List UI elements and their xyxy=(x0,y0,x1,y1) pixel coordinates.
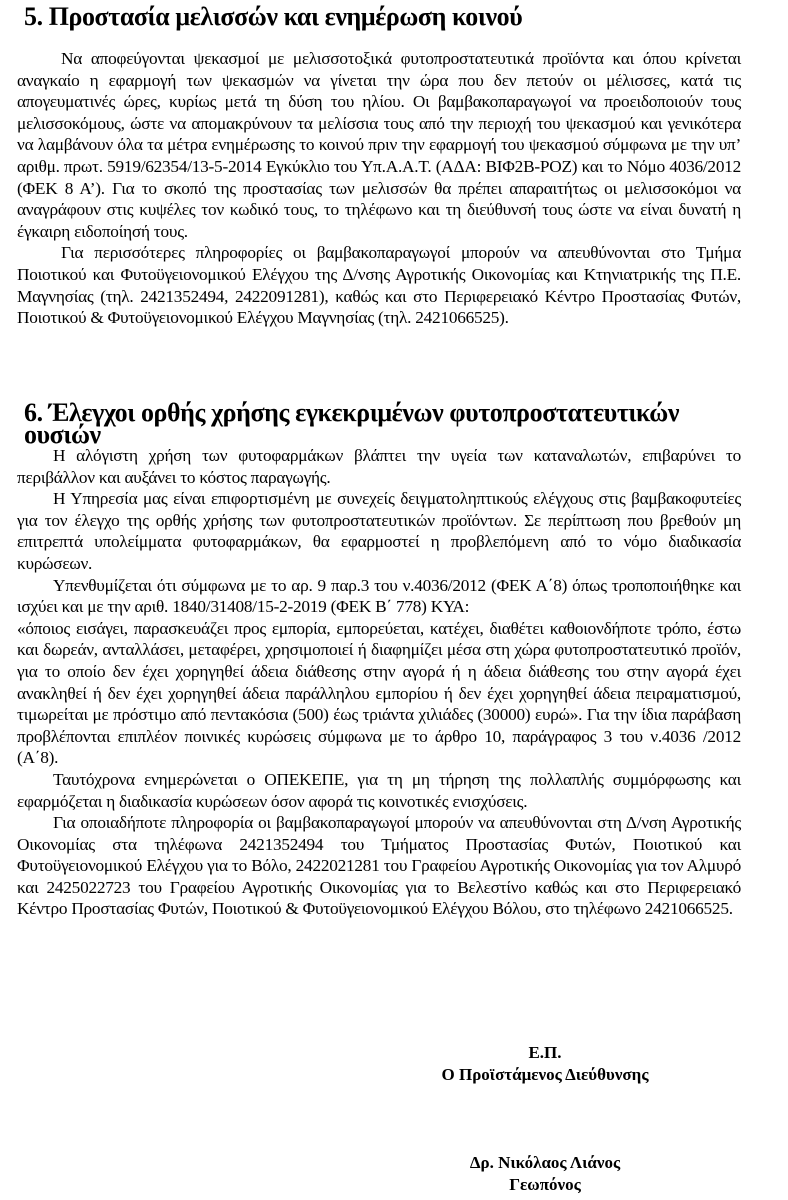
section-6-heading: 6. Έλεγχοι ορθής χρήσης εγκεκριμένων φυτοπροστατευτικών ουσιών xyxy=(24,398,680,449)
signature-role-block xyxy=(380,1042,710,1086)
section-6-body xyxy=(17,445,741,920)
signature-name-block xyxy=(380,1152,710,1196)
section-6-paragraph-contact: Για οποιαδήποτε πληροφορία οι βαμβακοπαραγωγοί μπορούν να απευθύνονται στη Δ/νση Αγροτικής Οικονομίας στα τηλέφωνα 2421352494 του Τμήματος Προστασίας Φυτών, Ποιοτικού και Φυτοϋγειονομικού Ελέγχου για το Βόλο, 2422021281 του Γραφείου Αγροτικής Οικονομίας για τον Αλμυρό και 2425022723 του Γραφείου Αγροτικής Οικονομίας για το Βελεστίνο καθώς και στο Περιφερειακό Κέντρο Προστασίας Φυτών, Ποιοτικού & Φυτοϋγειονομικού Ελέγχου Βόλου, στο τηλέφωνο 2421066525. xyxy=(17,813,741,919)
signature-title: Γεωπόνος xyxy=(509,1175,581,1194)
section-6-paragraph-law-quote: «όποιος εισάγει, παρασκευάζει προς εμπορία, εμπορεύεται, κατέχει, διαθέτει καθοιονδήποτε τρόπο, έστω και δωρεάν, ανταλλάσει, μεταφέρει, χρησιμοποιεί ή διαφημίζει μέσα στη χώρα φυτοπροστατευτικό προϊόν, για το οποίο δεν έχει χορηγηθεί άδεια διάθεσης στην αγορά ή η άδεια διάθεσης του στην αγορά έχει ανακληθεί ή δεν έχει χορηγηθεί άδεια παράλληλου εμπορίου ή δεν έχει χορηγηθεί άδεια πειραματισμού, τιμωρείται με πρόστιμο από πεντακόσια (500) έως τριάντα χιλιάδες (30000) ευρώ». Για την ίδια παράβαση προβλέπονται επιπλέον ποινικές κυρώσεις σύμφωνα με το άρθρο 10, παράγραφος 3 του ν.4036 /2012 (Α΄8). xyxy=(17,618,741,768)
signature-role: Ο Προϊστάμενος Διεύθυνσης xyxy=(441,1065,649,1084)
section-6-paragraph-opekepe: Ταυτόχρονα ενημερώνεται ο ΟΠΕΚΕΠΕ, για τη μη τήρηση της πολλαπλής συμμόρφωσης και εφαρμόζεται η διαδικασία κυρώσεων όσον αφορά τις κοινοτικές ενισχύσεις. xyxy=(17,769,741,811)
section-6-paragraph-misuse: Η αλόγιστη χρήση των φυτοφαρμάκων βλάπτει την υγεία των καταναλωτών, επιβαρύνει το περιβάλλον και αυξάνει το κόστος παραγωγής. xyxy=(17,446,741,487)
section-5-heading: 5. Προστασία μελισσών και ενημέρωση κοινού xyxy=(24,2,523,31)
section-6-paragraph-law-reminder: Υπενθυμίζεται ότι σύμφωνα με το αρ. 9 παρ.3 του ν.4036/2012 (ΦΕΚ Α΄8) όπως τροποποιήθηκε και ισχύει και με την αριθ. 1840/31408/15-2-2019 (ΦΕΚ Β΄ 778) ΚΥΑ: xyxy=(17,575,741,617)
signature-on-behalf: Ε.Π. xyxy=(528,1043,562,1062)
section-5-paragraph-contact: Για περισσότερες πληροφορίες οι βαμβακοπαραγωγοί μπορούν να απευθύνονται στο Τμήμα Ποιοτικού και Φυτοϋγειονομικού Ελέγχου της Δ/νσης Αγροτικής Οικονομίας και Κτηνιατρικής της Π.Ε. Μαγνησίας (τηλ. 2421352494, 2422091281), καθώς και στο Περιφερειακό Κέντρο Προστασίας Φυτών, Ποιοτικού & Φυτοϋγειονομικού Ελέγχου Μαγνησίας (τηλ. 2421066525). xyxy=(17,243,741,328)
signature-name: Δρ. Νικόλαος Λιάνος xyxy=(469,1153,621,1172)
section-6-paragraph-inspections: Η Υπηρεσία μας είναι επιφορτισμένη με συνεχείς δειγματοληπτικούς ελέγχους στις βαμβακοφυτείες για τον έλεγχο της ορθής χρήσης των φυτοπροστατευτικών προϊόντων. Σε περίπτωση που βρεθούν μη επιτρεπτά υπολείμματα φυτοφαρμάκων, θα εφαρμοστεί η προβλεπόμενη από το νόμο διαδικασία κυρώσεων. xyxy=(17,489,741,573)
section-5-body xyxy=(17,48,741,329)
section-5-paragraph-bees: Να αποφεύγονται ψεκασμοί με μελισσοτοξικά φυτοπροστατευτικά προϊόντα και όπου κρίνεται αναγκαίο η εφαρμογή των ψεκασμών να γίνεται την ώρα που δεν πετούν οι μέλισσες, κατά τις απογευματινές ώρες, κυρίως μετά τη δύση του ηλίου. Οι βαμβακοπαραγωγοί να προειδοποιούν τους μελισσοκόμους, ώστε να απομακρύνουν τα μελίσσια τους από την περιοχή του ψεκασμού και γενικότερα να λαμβάνουν όλα τα μέτρα ενημέρωσης το κοινού πριν την εφαρμογή του ψεκασμού σύμφωνα με την υπ’ αριθμ. πρωτ. 5919/62354/13-5-2014 Εγκύκλιο του Υπ.Α.Α.Τ. (ΑΔΑ: ΒΙΦ2Β-ΡΟΖ) και το Νόμο 4036/2012 (ΦΕΚ 8 Α’). Για το σκοπό της προστασίας των μελισσών θα πρέπει απαραιτήτως οι μελισσοκόμοι να αναγράφουν στις κυψέλες τον κωδικό τους, το τηλέφωνο και τη διεύθυνσή τους ώστε να είναι δυνατή η έγκαιρη ειδοποίησή τους. xyxy=(17,49,741,241)
